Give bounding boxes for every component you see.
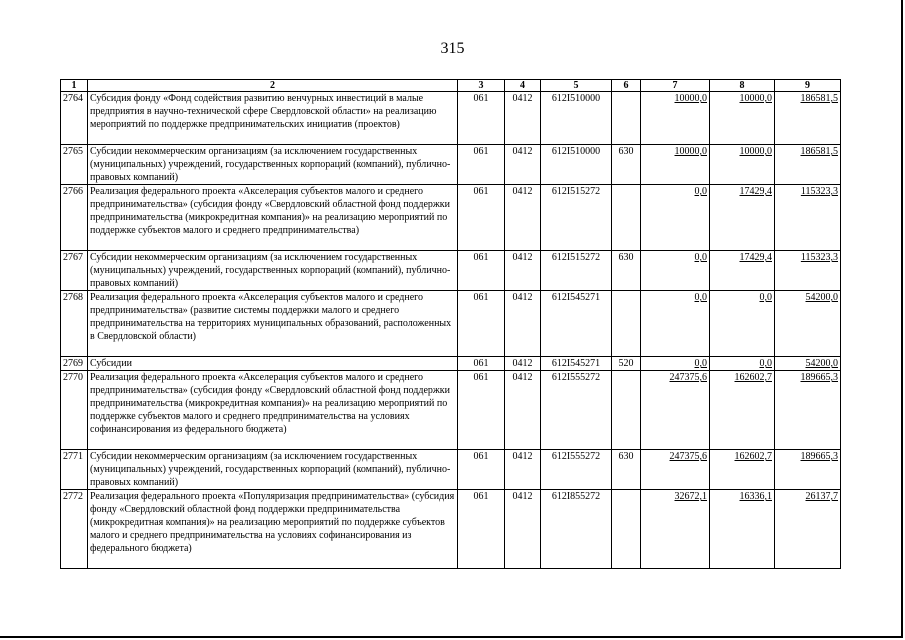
target-article-code: 612I515272 bbox=[541, 251, 612, 291]
column-header-2: 2 bbox=[88, 80, 458, 92]
row-description: Реализация федерального проекта «Популяризация предпринимательства» (субсидия фонду «Свердловский областной фонд поддержки предпринимательства (микрокредитная компания)» на реализацию мероприятий по поддержке субъектов малого и среднего предпринимательства на условиях софинансирования из федерального бюджета) bbox=[88, 490, 458, 569]
row-number: 2770 bbox=[61, 371, 88, 450]
row-number: 2771 bbox=[61, 450, 88, 490]
table-row bbox=[61, 357, 841, 371]
table-row bbox=[61, 145, 841, 185]
amount-col-9: 54200,0 bbox=[775, 291, 841, 357]
row-description: Субсидии bbox=[88, 357, 458, 371]
section-code: 0412 bbox=[505, 251, 541, 291]
amount-col-8: 17429,4 bbox=[710, 251, 775, 291]
amount-col-9: 186581,5 bbox=[775, 145, 841, 185]
amount-col-9: 26137,7 bbox=[775, 490, 841, 569]
column-header-4: 4 bbox=[505, 80, 541, 92]
section-code: 0412 bbox=[505, 185, 541, 251]
column-header-9: 9 bbox=[775, 80, 841, 92]
amount-col-7: 0,0 bbox=[641, 185, 710, 251]
column-header-7: 7 bbox=[641, 80, 710, 92]
table-body bbox=[61, 92, 841, 569]
table-row bbox=[61, 490, 841, 569]
expense-type-code: 630 bbox=[612, 251, 641, 291]
row-number: 2766 bbox=[61, 185, 88, 251]
section-code: 0412 bbox=[505, 92, 541, 145]
amount-col-8: 162602,7 bbox=[710, 371, 775, 450]
amount-col-8: 16336,1 bbox=[710, 490, 775, 569]
amount-col-9: 189665,3 bbox=[775, 371, 841, 450]
ministry-code: 061 bbox=[458, 357, 505, 371]
expense-type-code bbox=[612, 291, 641, 357]
section-code: 0412 bbox=[505, 145, 541, 185]
target-article-code: 612I555272 bbox=[541, 371, 612, 450]
section-code: 0412 bbox=[505, 450, 541, 490]
column-header-1: 1 bbox=[61, 80, 88, 92]
target-article-code: 612I510000 bbox=[541, 145, 612, 185]
row-description: Реализация федерального проекта «Акселерация субъектов малого и среднего предпринимательства» (развитие системы поддержки малого и среднего предпринимательства на территориях муниципальных образований, расположенных в Свердловской области) bbox=[88, 291, 458, 357]
expense-type-code bbox=[612, 92, 641, 145]
row-description: Субсидия фонду «Фонд содействия развитию венчурных инвестиций в малые предприятия в научно-технической сфере Свердловской области» на реализацию мероприятий по поддержке предпринимательских инициатив (проектов) bbox=[88, 92, 458, 145]
target-article-code: 612I545271 bbox=[541, 357, 612, 371]
amount-col-7: 0,0 bbox=[641, 357, 710, 371]
expense-type-code bbox=[612, 185, 641, 251]
page-number: 315 bbox=[440, 40, 465, 57]
row-number: 2772 bbox=[61, 490, 88, 569]
table-row bbox=[61, 185, 841, 251]
expense-type-code: 520 bbox=[612, 357, 641, 371]
target-article-code: 612I510000 bbox=[541, 92, 612, 145]
amount-col-7: 10000,0 bbox=[641, 145, 710, 185]
ministry-code: 061 bbox=[458, 490, 505, 569]
amount-col-8: 0,0 bbox=[710, 291, 775, 357]
amount-col-7: 247375,6 bbox=[641, 371, 710, 450]
section-code: 0412 bbox=[505, 371, 541, 450]
row-description: Реализация федерального проекта «Акселерация субъектов малого и среднего предпринимательства» (субсидия фонду «Свердловский областной фонд поддержки предпринимательства (микрокредитная компания)» на реализацию мероприятий по поддержке субъектов малого и среднего предпринимательства на условиях софинансирования из федерального бюджета) bbox=[88, 371, 458, 450]
section-code: 0412 bbox=[505, 291, 541, 357]
ministry-code: 061 bbox=[458, 92, 505, 145]
amount-col-8: 10000,0 bbox=[710, 92, 775, 145]
ministry-code: 061 bbox=[458, 185, 505, 251]
expense-type-code: 630 bbox=[612, 450, 641, 490]
row-number: 2767 bbox=[61, 251, 88, 291]
amount-col-9: 115323,3 bbox=[775, 185, 841, 251]
column-header-3: 3 bbox=[458, 80, 505, 92]
row-number: 2765 bbox=[61, 145, 88, 185]
amount-col-7: 32672,1 bbox=[641, 490, 710, 569]
ministry-code: 061 bbox=[458, 291, 505, 357]
table-row bbox=[61, 251, 841, 291]
amount-col-8: 162602,7 bbox=[710, 450, 775, 490]
column-header-6: 6 bbox=[612, 80, 641, 92]
row-description: Реализация федерального проекта «Акселерация субъектов малого и среднего предпринимательства» (субсидия фонду «Свердловский областной фонд поддержки предпринимательства (микрокредитная компания)» на реализацию мероприятий по поддержке субъектов малого и среднего предпринимательства) bbox=[88, 185, 458, 251]
section-code: 0412 bbox=[505, 357, 541, 371]
row-number: 2768 bbox=[61, 291, 88, 357]
ministry-code: 061 bbox=[458, 145, 505, 185]
amount-col-7: 247375,6 bbox=[641, 450, 710, 490]
expense-type-code bbox=[612, 371, 641, 450]
amount-col-9: 186581,5 bbox=[775, 92, 841, 145]
table-row bbox=[61, 450, 841, 490]
section-code: 0412 bbox=[505, 490, 541, 569]
ministry-code: 061 bbox=[458, 450, 505, 490]
target-article-code: 612I545271 bbox=[541, 291, 612, 357]
target-article-code: 612I555272 bbox=[541, 450, 612, 490]
row-number: 2769 bbox=[61, 357, 88, 371]
amount-col-7: 0,0 bbox=[641, 251, 710, 291]
table-row bbox=[61, 291, 841, 357]
ministry-code: 061 bbox=[458, 251, 505, 291]
target-article-code: 612I855272 bbox=[541, 490, 612, 569]
amount-col-8: 0,0 bbox=[710, 357, 775, 371]
expense-type-code: 630 bbox=[612, 145, 641, 185]
table-row bbox=[61, 92, 841, 145]
row-description: Субсидии некоммерческим организациям (за исключением государственных (муниципальных) учреждений, государственных корпораций (компаний), публично-правовых компаний) bbox=[88, 251, 458, 291]
row-number: 2764 bbox=[61, 92, 88, 145]
column-header-5: 5 bbox=[541, 80, 612, 92]
amount-col-9: 54200,0 bbox=[775, 357, 841, 371]
header-row bbox=[61, 80, 841, 92]
target-article-code: 612I515272 bbox=[541, 185, 612, 251]
expense-type-code bbox=[612, 490, 641, 569]
amount-col-9: 189665,3 bbox=[775, 450, 841, 490]
amount-col-8: 10000,0 bbox=[710, 145, 775, 185]
amount-col-9: 115323,3 bbox=[775, 251, 841, 291]
amount-col-8: 17429,4 bbox=[710, 185, 775, 251]
budget-table bbox=[60, 79, 841, 569]
row-description: Субсидии некоммерческим организациям (за исключением государственных (муниципальных) учреждений, государственных корпораций (компаний), публично-правовых компаний) bbox=[88, 145, 458, 185]
row-description: Субсидии некоммерческим организациям (за исключением государственных (муниципальных) учреждений, государственных корпораций (компаний), публично-правовых компаний) bbox=[88, 450, 458, 490]
amount-col-7: 0,0 bbox=[641, 291, 710, 357]
column-header-8: 8 bbox=[710, 80, 775, 92]
ministry-code: 061 bbox=[458, 371, 505, 450]
amount-col-7: 10000,0 bbox=[641, 92, 710, 145]
table-row bbox=[61, 371, 841, 450]
